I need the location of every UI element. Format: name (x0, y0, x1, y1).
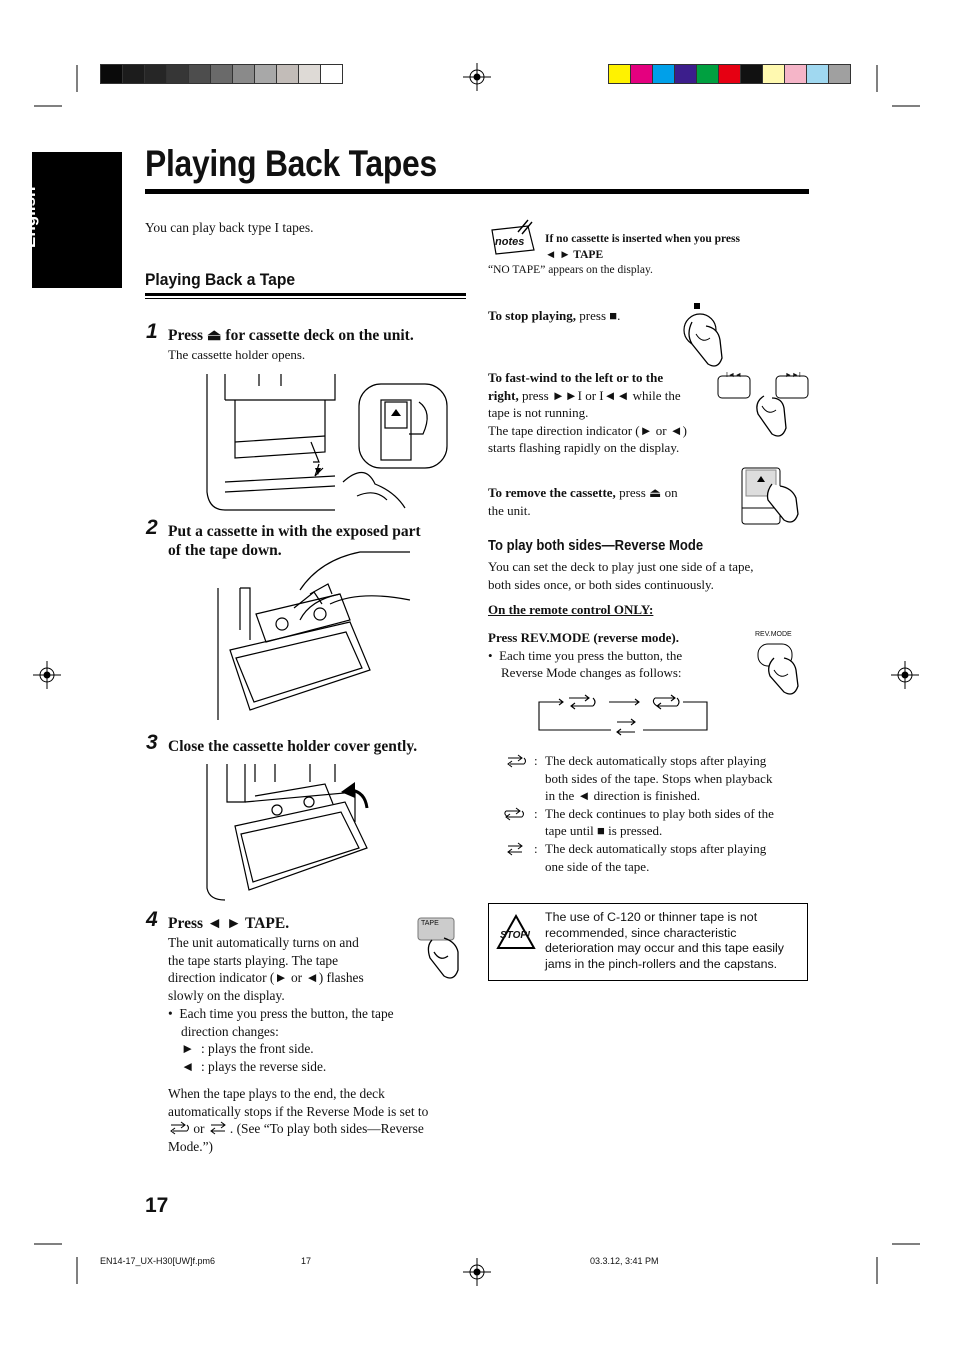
color-swatch (740, 64, 763, 84)
reverse-mode-heading: To play both sides—Reverse Mode (488, 538, 704, 554)
end-line-4: Mode.”) (168, 1138, 213, 1154)
color-swatch (762, 64, 785, 84)
reverse-mode-cycle-diagram (535, 690, 715, 740)
section-rule (145, 293, 466, 296)
stop-warning-label: STOP! (500, 930, 531, 941)
color-swatch (674, 64, 697, 84)
end-line-2: automatically stops if the Reverse Mode is set to (168, 1103, 429, 1119)
color-swatch (254, 64, 277, 84)
step-4-pre: Press (168, 915, 207, 932)
bullet-dot-2: • (488, 647, 500, 663)
caution-line-2: recommended, since characteristic (545, 925, 737, 940)
end-or: or (193, 1121, 205, 1137)
step-1-sub: The cassette holder opens. (168, 347, 306, 362)
color-swatch (188, 64, 211, 84)
step-4-description (168, 934, 364, 1004)
reverse-side-text: : plays the reverse side. (200, 1058, 327, 1074)
step-4-bullet (168, 1005, 394, 1075)
fastwind-line-4: The tape direction indicator (► or ◄) (488, 422, 687, 438)
step-1-text (168, 326, 414, 345)
mode-desc-1a: The deck automatically stops after playing (545, 753, 767, 768)
color-swatch (784, 64, 807, 84)
front-side-text: : plays the front side. (200, 1041, 314, 1057)
notes-line-1: If no cassette is inserted when you press (545, 233, 740, 245)
reverse-bullet-line2: Reverse Mode changes as follows: (501, 665, 682, 681)
color-swatch (696, 64, 719, 84)
color-swatch (718, 64, 741, 84)
eject-icon: ⏏ (206, 327, 222, 344)
tape-button-label: TAPE (421, 920, 439, 927)
page-title: Playing Back Tapes (145, 143, 437, 184)
stop-text (488, 307, 620, 325)
illustration-open-holder (195, 372, 455, 512)
color-swatch (320, 64, 343, 84)
forward-arrow-icon: ► (181, 1041, 195, 1057)
mode-desc-1b: both sides of the tape. Stops when playback (545, 770, 773, 786)
bullet-dot: • (168, 1006, 180, 1021)
illustration-close-holder (205, 762, 385, 902)
footer-date: 03.3.12, 3:41 PM (590, 1256, 659, 1266)
mode-desc-3b: one side of the tape. (545, 858, 650, 874)
remove-rest: press (615, 485, 650, 500)
mode-colon-1: : (534, 753, 538, 768)
notes-line-3: “NO TAPE” appears on the display. (488, 264, 653, 276)
illustration-insert-cassette (210, 550, 420, 725)
color-swatch (652, 64, 675, 84)
color-swatch (232, 64, 255, 84)
color-swatch (828, 64, 851, 84)
step-4-post: TAPE. (241, 915, 290, 932)
eject-button-illustration (738, 464, 810, 526)
remote-only-text: On the remote control ONLY: (488, 602, 654, 617)
caution-line-3: deterioration may occur and this tape easily (545, 941, 784, 955)
mode-icon-continuous (501, 808, 529, 820)
reverse-arrow-icon: ◄ (181, 1058, 195, 1074)
reverse-press-line: Press REV.MODE (reverse mode). (488, 630, 679, 645)
color-swatch (122, 64, 145, 84)
color-swatch (144, 64, 167, 84)
step-4-bullet-line1: Each time you press the button, the tape (179, 1006, 394, 1021)
remove-rest2: on (661, 485, 678, 500)
color-swatch (630, 64, 653, 84)
mode-colon-2: : (534, 806, 538, 821)
color-swatch (806, 64, 829, 84)
fastwind-line-2-bold: right, (488, 387, 519, 403)
section-heading: Playing Back a Tape (145, 270, 296, 289)
mode-desc-1c: in the ◄ direction is finished. (545, 788, 701, 804)
step-2-line2: of the tape down. (168, 542, 282, 559)
mode-icon-both-once (505, 755, 529, 767)
reverse-both-once-icon (168, 1122, 190, 1134)
mode-desc-3a: The deck automatically stops after playing (545, 840, 767, 856)
reverse-intro-line-2: both sides once, or both sides continuously. (488, 576, 714, 592)
step-4-line-4: slowly on the display. (168, 987, 285, 1003)
remove-line-2: the unit. (488, 502, 531, 518)
registration-mark-right (891, 661, 919, 689)
step-1-post: for cassette deck on the unit. (221, 327, 414, 344)
color-swatch (608, 64, 631, 84)
fastwind-right-label: ►►I (785, 372, 801, 379)
step-4-line-3: direction indicator (► or ◄) flashes (168, 970, 364, 986)
notes-line-2: ◄ ► TAPE (545, 248, 604, 261)
mode-desc-2b: tape until ■ is pressed. (545, 823, 663, 839)
title-rule (145, 189, 809, 194)
footer-page: 17 (301, 1256, 312, 1266)
step-1-pre: Press (168, 327, 207, 344)
eject-icon-small: ⏏ (649, 485, 662, 500)
mode-desc-1 (545, 752, 774, 875)
stop-rest: press ■. (576, 308, 621, 323)
registration-mark-left (33, 661, 61, 689)
color-swatch (276, 64, 299, 84)
intro-text: You can play back type I tapes. (145, 220, 314, 235)
registration-mark-bottom (463, 1258, 491, 1286)
revmode-button-illustration (752, 640, 812, 696)
reverse-bullet-line1: Each time you press the button, the (499, 647, 683, 663)
notes-block (545, 232, 740, 263)
step-4-line-2: the tape starts playing. The tape (168, 952, 339, 968)
end-line-1: When the tape plays to the end, the deck (168, 1086, 385, 1101)
language-tab (32, 152, 122, 288)
step-2-line1: Put a cassette in with the exposed part (168, 523, 421, 540)
step-2-number: 2 (146, 516, 158, 539)
fastwind-line-3: tape is not running. (488, 405, 589, 421)
step-4-number: 4 (146, 908, 158, 931)
step-4-end-text (168, 1085, 428, 1155)
fastwind-left-label: I◄◄ (726, 372, 742, 379)
remove-text (488, 484, 678, 519)
stop-bold: To stop playing, (488, 308, 577, 323)
reverse-intro-line-1: You can set the deck to play just one side of a tape, (488, 559, 754, 574)
step-4-bullet-line2: direction changes: (181, 1023, 279, 1039)
step-3-number: 3 (146, 731, 158, 754)
color-swatch (166, 64, 189, 84)
step-4-line-1: The unit automatically turns on and (168, 935, 359, 950)
reverse-mode-intro (488, 558, 753, 593)
fastwind-line-5: starts flashing rapidly on the display. (488, 440, 680, 456)
reverse-press (488, 629, 682, 682)
mode-colon-3: : (534, 841, 538, 856)
color-swatch (210, 64, 233, 84)
page-number: 17 (145, 1194, 169, 1217)
registration-mark-top (463, 63, 491, 91)
language-label: English (20, 186, 39, 248)
play-reverse-forward-icon: ◄ ► (206, 915, 242, 932)
revmode-button-label: REV.MODE (755, 631, 792, 638)
caution-line-4: jams in the pinch-rollers and the capstans. (545, 956, 778, 971)
fastwind-text (488, 369, 687, 457)
section-rule-thin (145, 298, 466, 299)
fastwind-line-1: To fast-wind to the left or to the (488, 370, 664, 385)
mode-desc-2a: The deck continues to play both sides of the (545, 805, 774, 821)
color-swatch (100, 64, 123, 84)
one-side-icon (208, 1122, 230, 1134)
mode-icon-one-side (505, 843, 529, 855)
end-line-3: . (See “To play both sides—Reverse (229, 1121, 424, 1137)
caution-text (545, 910, 784, 972)
step-3-text: Close the cassette holder cover gently. (168, 738, 418, 755)
caution-line-1: The use of C-120 or thinner tape is not (545, 910, 758, 924)
remove-bold: To remove the cassette, (488, 485, 616, 500)
step-1-number: 1 (146, 320, 158, 343)
footer-file: EN14-17_UX-H30[UW]f.pm6 (100, 1256, 216, 1266)
fastwind-line-2: press ►►I or I◄◄ while the (518, 387, 681, 403)
stop-button-illustration (680, 300, 740, 370)
step-4-text (168, 914, 289, 933)
color-swatch (298, 64, 321, 84)
notes-icon-label: notes (495, 236, 525, 248)
